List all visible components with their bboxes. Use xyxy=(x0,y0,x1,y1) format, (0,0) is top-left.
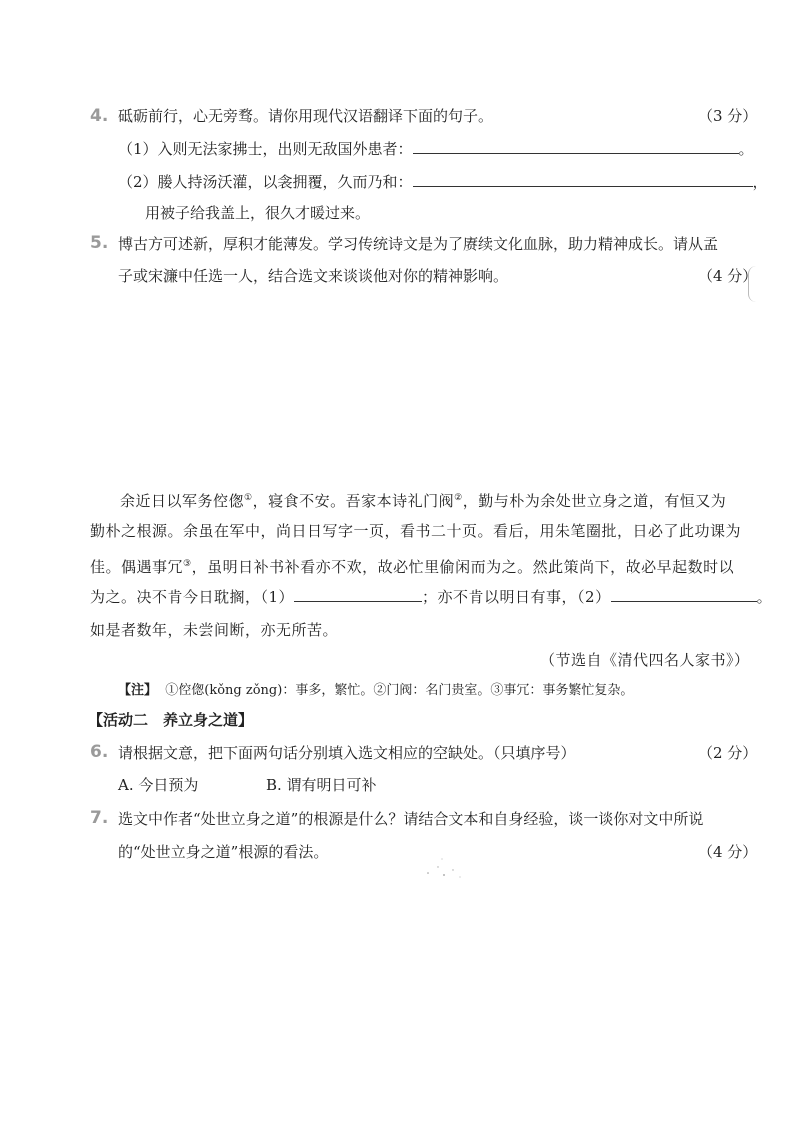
q4-stem: 砥砺前行，心无旁骛。请你用现代汉语翻译下面的句子。 xyxy=(118,107,494,125)
q4-item1 xyxy=(118,139,754,159)
passage-line-3b: ，虽明日补书补看亦不欢，故必忙里偷闲而为之。然此策尚下，故必早起数时以 xyxy=(191,558,735,576)
q4-score: （3 分） xyxy=(698,107,758,125)
passage-blank-2[interactable] xyxy=(611,587,757,602)
q7-score: （4 分） xyxy=(698,843,758,861)
q4-item2-end: ， xyxy=(752,173,768,191)
footnote xyxy=(118,681,633,701)
question-number-5: 5. xyxy=(90,233,109,253)
passage-line-1b: ，寝食不安。吾家本诗礼门阀 xyxy=(252,492,455,510)
footnote-ref-1: ① xyxy=(244,493,253,503)
question-number-7: 7. xyxy=(90,808,109,828)
passage-line-5: 如是者数年，未尝间断，亦无所苦。 xyxy=(90,621,339,639)
q4-item2 xyxy=(118,172,768,192)
passage-line-4b: ；亦不肯以明日有事，（2） xyxy=(422,588,611,606)
margin-bracket xyxy=(748,266,759,302)
q7-line2: 的“处世立身之道”根源的看法。 xyxy=(118,843,329,861)
q6-stem: 请根据文意，把下面两句话分别填入选文相应的空缺处。（只填序号） xyxy=(118,744,576,762)
q4-item2-blank[interactable] xyxy=(413,172,753,187)
passage-line-3a: 佳。偶遇事冗 xyxy=(90,558,184,576)
question-number-4: 4. xyxy=(90,106,109,126)
passage-line-1a: 余近日以军务倥偬 xyxy=(120,492,245,510)
q6-score: （2 分） xyxy=(698,744,758,762)
q7-line1: 选文中作者“处世立身之道”的根源是什么？请结合文本和自身经验，谈一谈你对文中所说 xyxy=(118,810,704,828)
footnote-ref-3: ③ xyxy=(183,559,192,569)
passage-line-4a: 为之。决不肯今日耽搁，（1） xyxy=(90,588,295,606)
passage-line-3 xyxy=(90,554,734,577)
question-number-6: 6. xyxy=(90,742,109,762)
footnote-ref-2: ② xyxy=(454,493,463,503)
q4-item1-text: （1）入则无法家拂士，出则无敌国外患者： xyxy=(118,140,413,158)
q5-line2: 子或宋濂中任选一人，结合选文来谈谈他对你的精神影响。 xyxy=(118,267,509,285)
q4-item1-end: 。 xyxy=(738,140,754,158)
passage-line-1c: ，勤与朴为余处世立身之道，有恒又为 xyxy=(462,492,727,510)
q6-option-b: B. 谓有明日可补 xyxy=(266,776,377,794)
footnote-label: 【注】 xyxy=(118,683,158,698)
q5-line1: 博古方可述新，厚积才能薄发。学习传统诗文是为了赓续文化血脉，助力精神成长。请从孟 xyxy=(118,235,719,253)
passage-line-2: 勤朴之根源。余虽在军中，尚日日写字一页，看书二十页。看后，用朱笔圈批，日必了此功课为 xyxy=(90,522,742,540)
q4-item2-text: （2）媵人持汤沃灌，以衾拥覆，久而乃和： xyxy=(118,173,413,191)
passage-line-1 xyxy=(120,488,726,511)
passage-source: （节选自《清代四名人家书》） xyxy=(540,651,750,669)
q4-item2-continuation: 用被子给我盖上，很久才暖过来。 xyxy=(145,204,371,222)
footnote-text: ①倥偬(kǒng zǒng)：事多，繁忙。②门阀：名门贵室。③事冗：事务繁忙复杂。 xyxy=(165,683,634,698)
q6-option-a: A. 今日预为 xyxy=(118,776,199,794)
passage-blank-1[interactable] xyxy=(294,587,422,602)
scan-specks xyxy=(420,855,470,885)
q4-item1-blank[interactable] xyxy=(413,139,739,154)
passage-line-4c: 。 xyxy=(756,588,773,606)
passage-line-4 xyxy=(90,587,772,607)
q5-score: （4 分） xyxy=(698,267,758,285)
activity-2-title: 【活动二 养立身之道】 xyxy=(88,711,254,729)
